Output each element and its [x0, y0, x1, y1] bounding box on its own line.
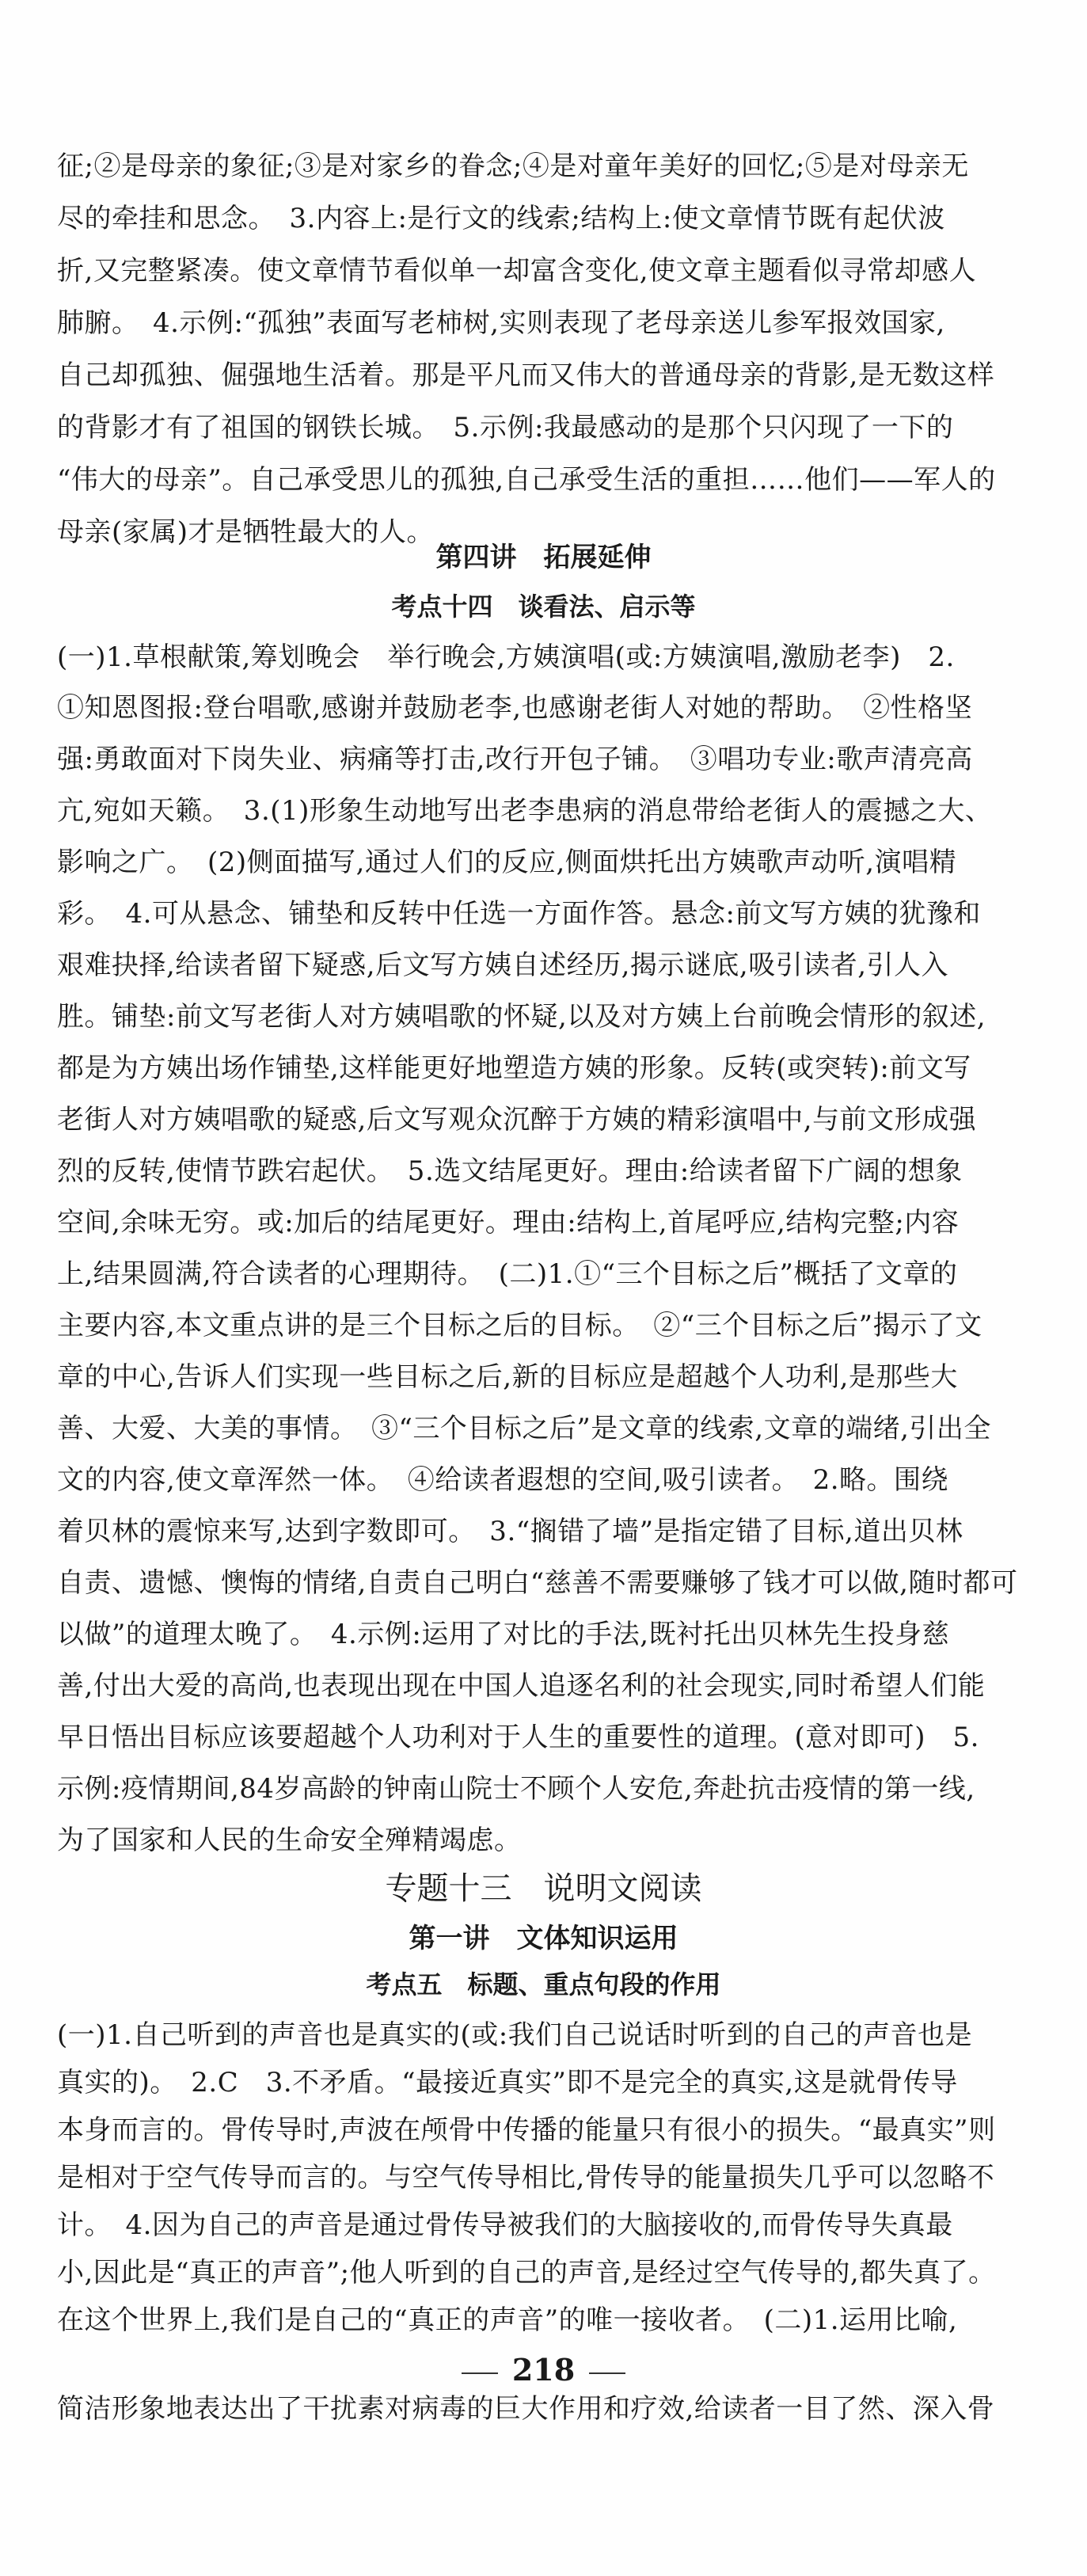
- text-line: 善、大爱、大美的事情。 ③“三个目标之后”是文章的线索,文章的端绪,引出全: [57, 1413, 991, 1444]
- text-line: 主要内容,本文重点讲的是三个目标之后的目标。 ②“三个目标之后”揭示了文: [57, 1310, 982, 1341]
- text-line: 的背影才有了祖国的钢铁长城。 5.示例:我最感动的是那个只闪现了一下的: [57, 412, 954, 443]
- text-line: 计。 4.因为自己的声音是通过骨传导被我们的大脑接收的,而骨传导失真最: [57, 2209, 953, 2241]
- exam-point-heading: 考点五 标题、重点句段的作用: [366, 1969, 721, 2000]
- text-line: 征;②是母亲的象征;③是对家乡的眷念;④是对童年美好的回忆;⑤是对母亲无: [57, 150, 969, 182]
- topic-heading: 专题十三 说明文阅读: [385, 1870, 702, 1907]
- page-number-right-dash: [589, 2372, 625, 2374]
- text-line: 艰难抉择,给读者留下疑惑,后文写方姨自述经历,揭示谜底,吸引读者,引人入: [57, 949, 949, 981]
- text-line: 自己却孤独、倔强地生活着。那是平凡而又伟大的普通母亲的背影,是无数这样: [57, 360, 995, 391]
- text-line: 文的内容,使文章浑然一体。 ④给读者遐想的空间,吸引读者。 2.略。围绕: [57, 1464, 949, 1496]
- text-line: 是相对于空气传导而言的。与空气传导相比,骨传导的能量损失几乎可以忽略不: [57, 2162, 995, 2194]
- text-line: 影响之广。 (2)侧面描写,通过人们的反应,侧面烘托出方姨歌声动听,演唱精: [57, 847, 957, 878]
- text-line: 示例:疫情期间,84岁高龄的钟南山院士不顾个人安危,奔赴抗击疫情的第一线,: [57, 1773, 975, 1805]
- page-number: [0, 2350, 1087, 2390]
- text-line: 小,因此是“真正的声音”;他人听到的自己的声音,是经过空气传导的,都失真了。: [57, 2257, 996, 2289]
- text-line: 为了国家和人民的生命安全殚精竭虑。: [57, 1825, 522, 1856]
- text-line: 肺腑。 4.示例:“孤独”表面写老柿树,实则表现了老母亲送儿参军报效国家,: [57, 307, 945, 339]
- lecture-heading: 第四讲 拓展延伸: [435, 542, 652, 573]
- text-line: 上,结果圆满,符合读者的心理期待。 (二)1.①“三个目标之后”概括了文章的: [57, 1258, 958, 1290]
- text-line: 都是为方姨出场作铺垫,这样能更好地塑造方姨的形象。反转(或突转):前文写: [57, 1052, 971, 1084]
- text-line: 善,付出大爱的高尚,也表现出现在中国人追逐名利的社会现实,同时希望人们能: [57, 1670, 986, 1702]
- text-line: (一)1.自己听到的声音也是真实的(或:我们自己说话时听到的自己的声音也是: [57, 2019, 973, 2051]
- text-line: 彩。 4.可从悬念、铺垫和反转中任选一方面作答。悬念:前文写方姨的犹豫和: [57, 898, 981, 930]
- text-line: 烈的反转,使情节跌宕起伏。 5.选文结尾更好。理由:给读者留下广阔的想象: [57, 1155, 963, 1187]
- text-line: 折,又完整紧凑。使文章情节看似单一却富含变化,使文章主题看似寻常却感人: [57, 255, 977, 287]
- text-line: 尽的牵挂和思念。 3.内容上:是行文的线索;结构上:使文章情节既有起伏波: [57, 203, 945, 234]
- text-line: 胜。铺垫:前文写老街人对方姨唱歌的怀疑,以及对方姨上台前晚会情形的叙述,: [57, 1001, 986, 1033]
- text-line: 以做”的道理太晚了。 4.示例:运用了对比的手法,既衬托出贝林先生投身慈: [57, 1619, 950, 1650]
- text-line: 母亲(家属)才是牺牲最大的人。: [57, 516, 435, 548]
- text-line: 简洁形象地表达出了干扰素对病毒的巨大作用和疗效,给读者一目了然、深入骨: [57, 2393, 995, 2425]
- page-number-left-dash: [462, 2372, 498, 2374]
- text-line: 老街人对方姨唱歌的疑惑,后文写观众沉醉于方姨的精彩演唱中,与前文形成强: [57, 1104, 977, 1136]
- text-line: 着贝林的震惊来写,达到字数即可。 3.“搁错了墙”是指定错了目标,道出贝林: [57, 1516, 963, 1547]
- exam-point-heading: 考点十四 谈看法、启示等: [391, 592, 696, 622]
- text-line: 真实的)。 2.C 3.不矛盾。“最接近真实”即不是完全的真实,这是就骨传导: [57, 2067, 958, 2098]
- text-line: 早日悟出目标应该要超越个人功利对于人生的重要性的道理。(意对即可) 5.: [57, 1722, 979, 1753]
- text-line: 亢,宛如天籁。 3.(1)形象生动地写出老李患病的消息带给老街人的震撼之大、: [57, 795, 993, 827]
- text-line: “伟大的母亲”。自己承受思儿的孤独,自己承受生活的重担……他们——军人的: [57, 464, 996, 496]
- text-line: 在这个世界上,我们是自己的“真正的声音”的唯一接收者。 (二)1.运用比喻,: [57, 2304, 958, 2336]
- text-line: (一)1.草根献策,筹划晚会 举行晚会,方姨演唱(或:方姨演唱,激励老李) 2.: [57, 641, 955, 673]
- text-line: 章的中心,告诉人们实现一些目标之后,新的目标应是超越个人功利,是那些大: [57, 1361, 958, 1393]
- text-line: 自责、遗憾、懊悔的情绪,自责自己明白“慈善不需要赚够了钱才可以做,随时都可: [57, 1567, 1018, 1599]
- text-line: 本身而言的。骨传导时,声波在颅骨中传播的能量只有很小的损失。“最真实”则: [57, 2114, 996, 2146]
- text-line: ①知恩图报:登台唱歌,感谢并鼓励老李,也感谢老街人对她的帮助。 ②性格坚: [57, 692, 973, 724]
- text-line: 空间,余味无穷。或:加后的结尾更好。理由:结构上,首尾呼应,结构完整;内容: [57, 1207, 960, 1239]
- text-line: 强:勇敢面对下岗失业、病痛等打击,改行开包子铺。 ③唱功专业:歌声清亮高: [57, 744, 973, 775]
- page-number-value: 218: [511, 2352, 576, 2388]
- lecture-heading: 第一讲 文体知识运用: [409, 1923, 678, 1954]
